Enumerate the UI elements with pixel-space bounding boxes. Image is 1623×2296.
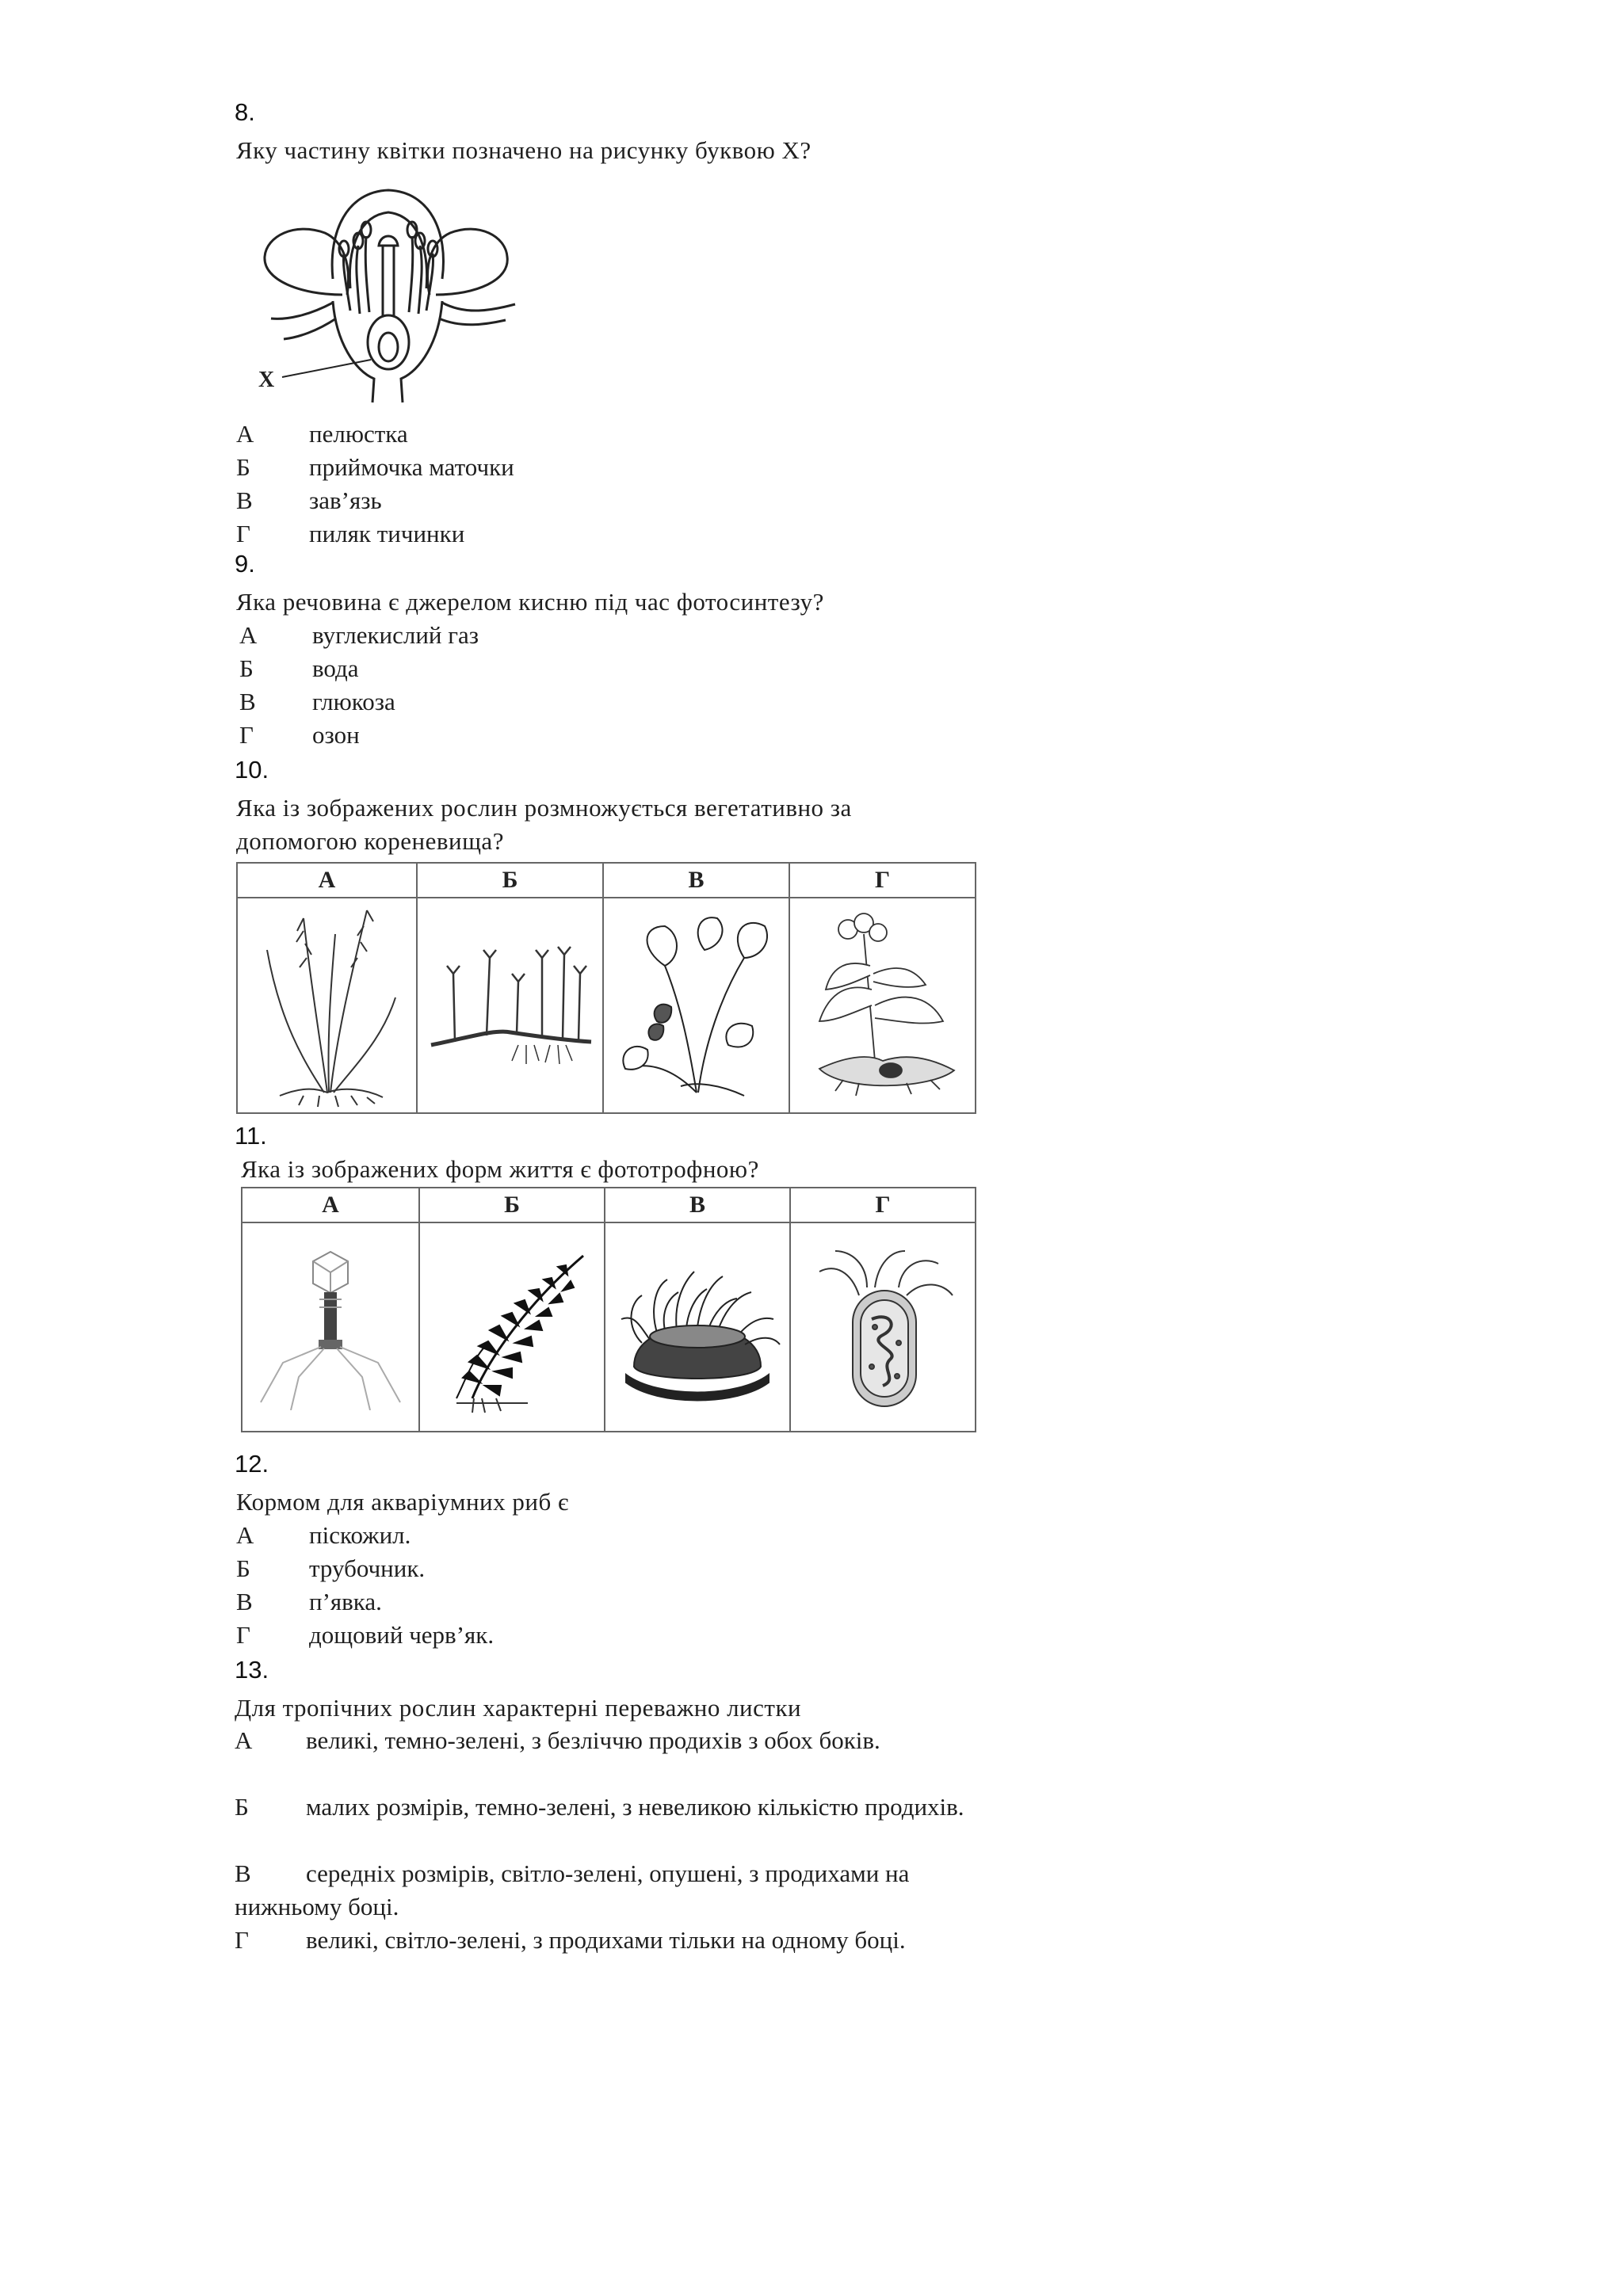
question-13-number: 13. bbox=[235, 1656, 269, 1684]
lifeforms-header-b: Б bbox=[419, 1188, 605, 1222]
question-9-text: Яка речовина є джерелом кисню під час фотосинтезу? bbox=[236, 588, 824, 616]
plants-table bbox=[236, 862, 976, 1114]
q13-option-b: Б малих розмірів, темно-зелені, з невеликою кількістю продихів. bbox=[235, 1793, 964, 1821]
bacterium-image bbox=[804, 1240, 962, 1414]
grass-plant-image bbox=[248, 902, 407, 1108]
q8-option-d: Г пиляк тичинки bbox=[236, 520, 465, 547]
question-12-number: 12. bbox=[235, 1450, 269, 1478]
plants-header-b: Б bbox=[417, 863, 603, 898]
plant-a-cell bbox=[237, 898, 417, 1113]
q8-option-b: Б приймочка маточки bbox=[236, 453, 514, 481]
question-10-text-line2: допомогою кореневища? bbox=[236, 827, 504, 855]
lifeforms-header-d: Г bbox=[790, 1188, 976, 1222]
q9-option-c: В глюкоза bbox=[239, 688, 395, 715]
plants-header-a: А bbox=[237, 863, 417, 898]
lifeform-b-cell bbox=[419, 1222, 605, 1432]
q8-option-c: В зав’язь bbox=[236, 486, 382, 514]
plant-c-cell bbox=[603, 898, 789, 1113]
question-11-text: Яка із зображених форм життя є фототрофною? bbox=[241, 1155, 759, 1183]
q8-option-a: А пелюстка bbox=[236, 420, 408, 448]
potato-plant-image bbox=[796, 902, 970, 1108]
sea-anemone-image bbox=[610, 1248, 785, 1406]
question-8-text: Яку частину квітки позначено на рисунку буквою Х? bbox=[236, 136, 812, 164]
q13-option-d: Г великі, світло-зелені, з продихами тільки на одному боці. bbox=[235, 1926, 906, 1954]
question-8-number: 8. bbox=[235, 98, 255, 126]
question-10-number: 10. bbox=[235, 756, 269, 784]
q12-option-c: В п’явка. bbox=[236, 1588, 382, 1615]
q12-option-b: Б трубочник. bbox=[236, 1554, 426, 1582]
q13-option-a: А великі, темно-зелені, з безліччю продихів з обох боків. bbox=[235, 1726, 880, 1754]
lifeform-c-cell bbox=[605, 1222, 790, 1432]
plants-header-d: Г bbox=[789, 863, 976, 898]
rhizome-plant-image bbox=[423, 926, 598, 1085]
plant-d-cell bbox=[789, 898, 976, 1113]
figure-label-x: Х bbox=[258, 368, 275, 392]
q9-option-a: А вуглекислий газ bbox=[239, 621, 479, 649]
question-12-text: Кормом для акваріумних риб є bbox=[236, 1488, 569, 1516]
lifeform-d-cell bbox=[790, 1222, 976, 1432]
q12-option-d: Г дощовий черв’як. bbox=[236, 1621, 495, 1649]
q9-option-b: Б вода bbox=[239, 654, 359, 682]
strawberry-plant-image bbox=[609, 902, 784, 1108]
q13-option-c: В середніх розмірів, світло-зелені, опушені, з продихами на нижньому боці. bbox=[235, 1859, 910, 1920]
question-10-text-line1: Яка із зображених рослин розмножується вегетативно за bbox=[236, 794, 852, 822]
lifeforms-table bbox=[241, 1187, 976, 1432]
lifeforms-header-a: А bbox=[242, 1188, 419, 1222]
plant-b-cell bbox=[417, 898, 603, 1113]
plants-header-c: В bbox=[603, 863, 789, 898]
fern-image bbox=[425, 1240, 599, 1414]
question-9-number: 9. bbox=[235, 550, 255, 578]
lifeform-a-cell bbox=[242, 1222, 419, 1432]
q12-option-a: А піскожил. bbox=[236, 1521, 411, 1549]
q9-option-d: Г озон bbox=[239, 721, 360, 749]
question-13-text: Для тропічних рослин характерні переважно листки bbox=[235, 1694, 802, 1722]
question-11-number: 11. bbox=[235, 1122, 267, 1150]
lifeforms-header-c: В bbox=[605, 1188, 790, 1222]
bacteriophage-image bbox=[251, 1244, 410, 1410]
flower-diagram bbox=[254, 184, 523, 406]
